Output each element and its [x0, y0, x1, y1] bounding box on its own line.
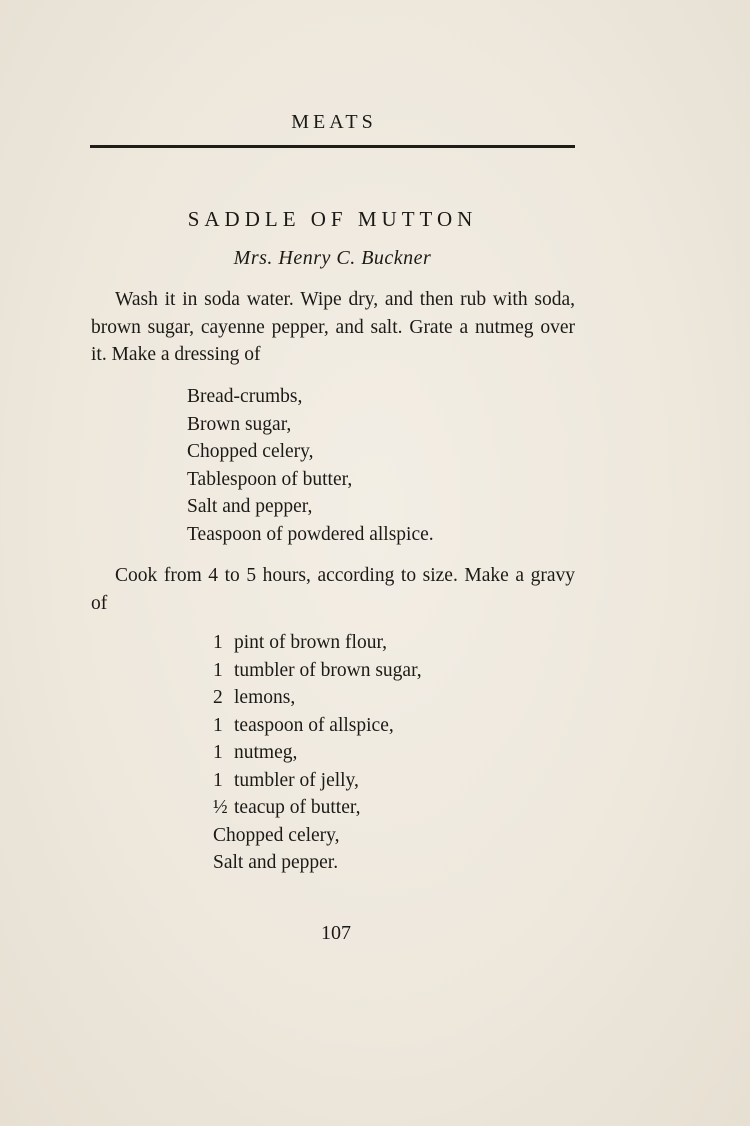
list-item: [213, 657, 422, 685]
list-item: Salt and pepper,: [187, 496, 313, 517]
cooking-paragraph: [91, 562, 575, 617]
quantity: 1: [213, 632, 223, 653]
list-item: [213, 712, 422, 740]
list-item: Brown sugar,: [187, 413, 292, 435]
list-item: [213, 629, 422, 657]
cooking-text: Cook from 4 to 5 hours, according to size. Make a gravy of: [91, 565, 575, 614]
ingredient: nutmeg,: [234, 742, 298, 763]
list-item: Teaspoon of powdered allspice.: [187, 523, 434, 545]
list-item: [213, 849, 422, 877]
header-rule: [90, 145, 575, 148]
list-item: Tablespoon of butter,: [187, 468, 353, 490]
quantity: ½: [213, 797, 228, 818]
list-item: [213, 794, 422, 822]
list-item: [213, 684, 422, 712]
list-item: Chopped celery,: [187, 441, 314, 462]
intro-text: Wash it in soda water. Wipe dry, and then rub with soda, brown sugar, cayenne pepper, and salt. Grate a nutmeg over it. Make a dressing of: [91, 289, 575, 365]
ingredient: lemons,: [234, 687, 296, 708]
list-item: [213, 822, 422, 850]
list-item: Bread-crumbs,: [187, 386, 303, 407]
quantity: 2: [213, 687, 223, 708]
recipe-title: SADDLE OF MUTTON: [187, 207, 478, 231]
dressing-list: [187, 383, 434, 548]
running-head: MEATS: [291, 111, 377, 133]
ingredient: Chopped celery,: [213, 824, 340, 846]
list-item: [213, 767, 422, 795]
quantity: 1: [213, 659, 223, 681]
quantity: 1: [213, 714, 223, 736]
ingredient: tumbler of brown sugar,: [234, 659, 422, 681]
quantity: 1: [213, 769, 223, 791]
ingredient: pint of brown flour,: [234, 632, 388, 653]
page-number: 107: [321, 922, 351, 944]
ingredient: teacup of butter,: [234, 797, 361, 818]
ingredient: teaspoon of allspice,: [234, 714, 394, 736]
gravy-list: [213, 629, 422, 877]
list-item: [213, 739, 422, 767]
recipe-author: Mrs. Henry C. Buckner: [233, 247, 432, 269]
ingredient: tumbler of jelly,: [234, 769, 359, 791]
ingredient: Salt and pepper.: [213, 852, 339, 873]
quantity: 1: [213, 742, 223, 763]
intro-paragraph: [91, 286, 575, 369]
